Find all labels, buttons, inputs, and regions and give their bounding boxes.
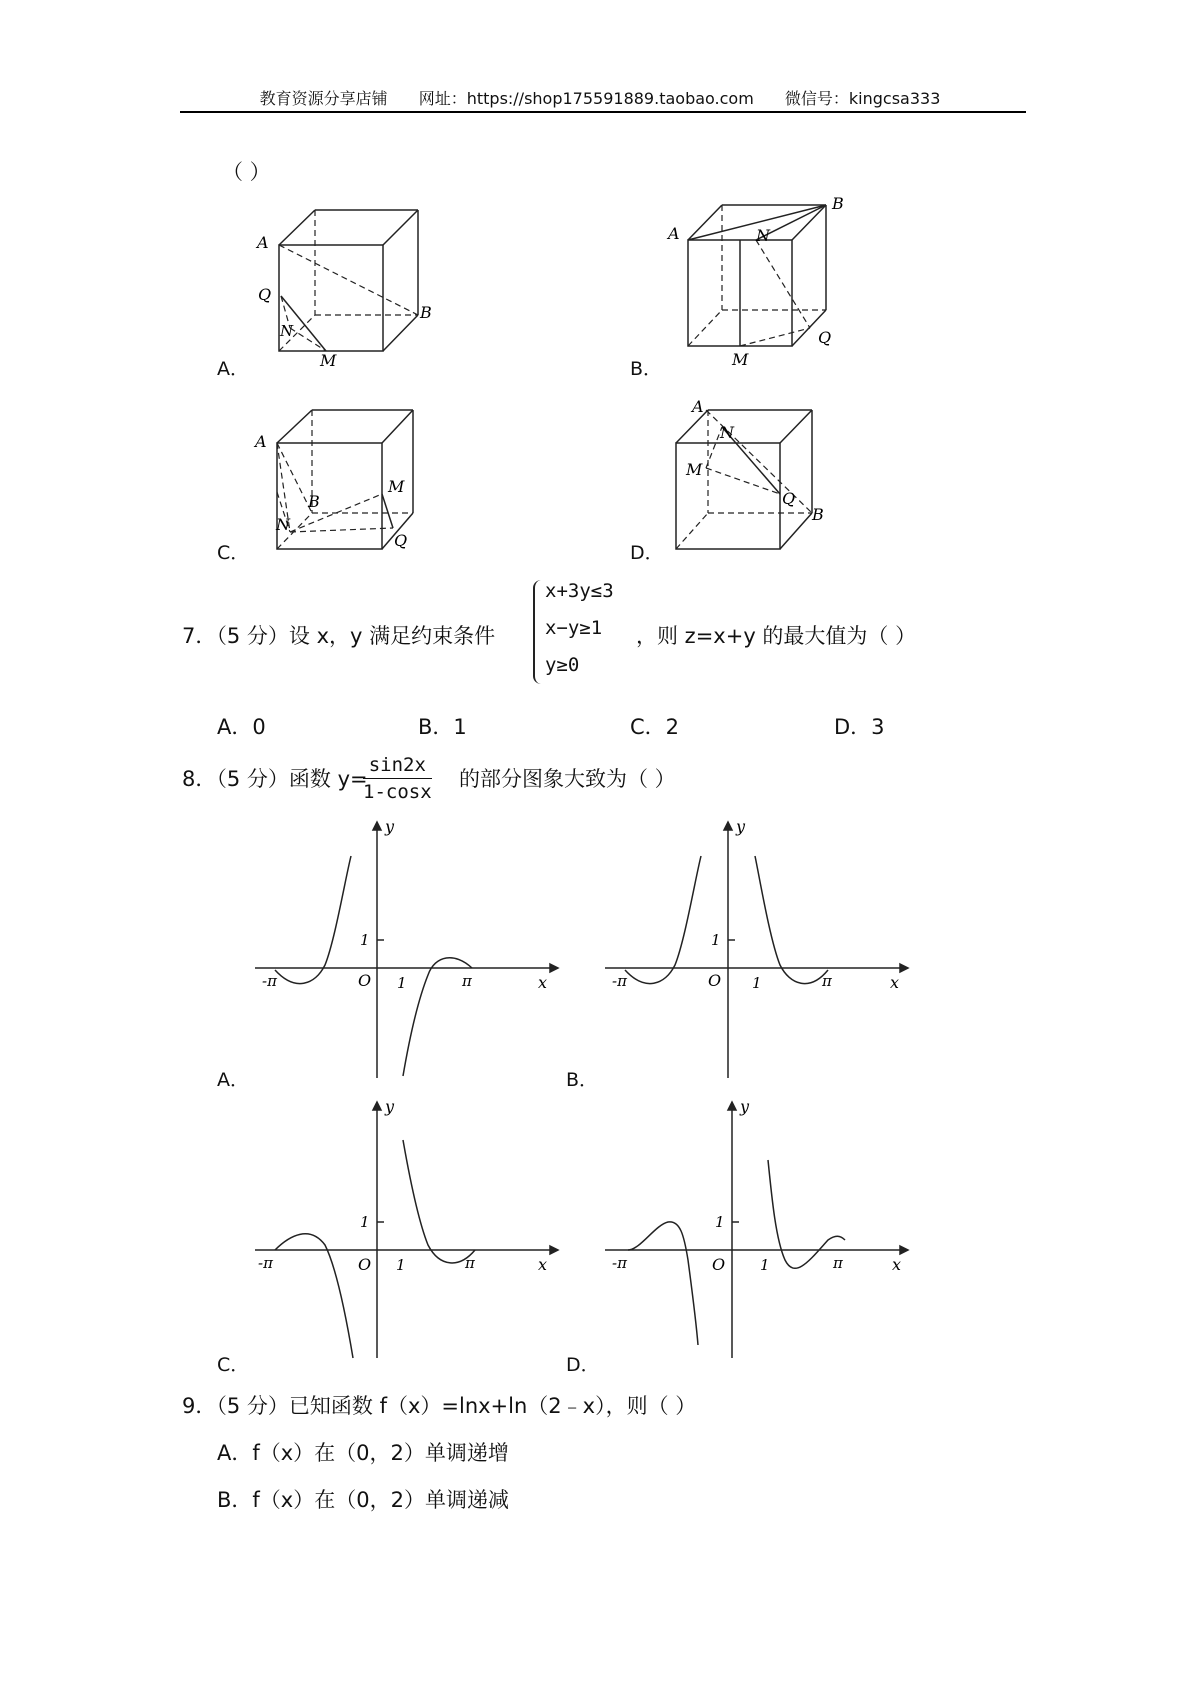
svg-text:-π: -π bbox=[612, 1254, 627, 1272]
constraint-system bbox=[533, 580, 633, 688]
svg-text:O: O bbox=[358, 971, 372, 990]
fraction-bar bbox=[363, 778, 432, 779]
q7-suffix: ，则 z=x+y 的最大值为（ ） bbox=[636, 624, 917, 648]
fraction-numerator: sin2x bbox=[368, 754, 426, 776]
svg-text:1: 1 bbox=[715, 1213, 725, 1231]
q8-option-d-label: D． bbox=[566, 1354, 600, 1376]
svg-text:-π: -π bbox=[262, 972, 277, 990]
svg-text:π: π bbox=[465, 1254, 475, 1272]
header-rule bbox=[180, 111, 1026, 113]
q9-option-a: A．f（x）在（0，2）单调递增 bbox=[217, 1441, 509, 1465]
svg-text:M: M bbox=[388, 477, 405, 496]
svg-text:B: B bbox=[812, 505, 824, 524]
svg-text:1: 1 bbox=[396, 1256, 406, 1274]
q7-option-a: A．0 bbox=[217, 715, 266, 739]
svg-text:y: y bbox=[740, 1100, 750, 1116]
svg-text:1: 1 bbox=[711, 931, 721, 949]
shop-name: 教育资源分享店铺 bbox=[259, 89, 388, 108]
svg-text:A: A bbox=[257, 233, 269, 252]
q6-option-c-label: C． bbox=[217, 542, 250, 564]
constraint-1: x+3y≤3 bbox=[545, 580, 614, 602]
svg-text:O: O bbox=[708, 971, 722, 990]
svg-text:y: y bbox=[385, 1100, 395, 1116]
q7-prefix: 7．（5 分）设 x，y 满足约束条件 bbox=[182, 624, 496, 648]
svg-text:M: M bbox=[732, 350, 749, 369]
q8-option-c-label: C． bbox=[217, 1354, 250, 1376]
q6-option-a-label: A． bbox=[217, 358, 249, 380]
q9-option-b: B．f（x）在（0，2）单调递减 bbox=[217, 1488, 509, 1512]
svg-text:x: x bbox=[538, 973, 548, 992]
svg-text:A: A bbox=[255, 432, 267, 451]
q6-answer-paren: （ ） bbox=[222, 160, 271, 184]
svg-text:B: B bbox=[420, 303, 432, 322]
svg-text:π: π bbox=[822, 972, 832, 990]
svg-text:N: N bbox=[276, 515, 290, 534]
graph-option-a bbox=[250, 820, 560, 1080]
svg-text:x: x bbox=[892, 1255, 902, 1274]
svg-text:B: B bbox=[308, 492, 320, 511]
cube-figure-d bbox=[660, 398, 860, 563]
svg-text:B: B bbox=[832, 195, 844, 213]
cube-figure-c bbox=[250, 400, 440, 565]
svg-text:1: 1 bbox=[760, 1256, 770, 1274]
page-header bbox=[0, 86, 1200, 109]
svg-text:N: N bbox=[756, 226, 770, 245]
svg-text:1: 1 bbox=[360, 1213, 370, 1231]
svg-text:y: y bbox=[385, 820, 395, 836]
svg-text:Q: Q bbox=[782, 489, 796, 508]
svg-text:O: O bbox=[358, 1255, 372, 1274]
wechat-id: 微信号：kingcsa333 bbox=[784, 89, 941, 108]
svg-text:M: M bbox=[686, 460, 703, 479]
graph-option-b bbox=[600, 820, 910, 1080]
svg-text:Q: Q bbox=[394, 531, 408, 550]
function-fraction bbox=[363, 754, 432, 803]
fraction-denominator: 1-cosx bbox=[363, 781, 432, 803]
svg-text:A: A bbox=[668, 224, 680, 243]
svg-text:Q: Q bbox=[818, 328, 832, 347]
cube-figure-a bbox=[250, 200, 440, 370]
svg-text:y: y bbox=[736, 820, 746, 836]
brace-icon bbox=[533, 580, 545, 684]
cube-figure-b bbox=[660, 195, 860, 370]
svg-text:-π: -π bbox=[258, 1254, 273, 1272]
q7-option-d: D．3 bbox=[834, 715, 885, 739]
graph-option-d bbox=[600, 1100, 910, 1360]
q7-option-c: C．2 bbox=[630, 715, 680, 739]
graph-option-c bbox=[250, 1100, 560, 1360]
svg-text:1: 1 bbox=[397, 974, 407, 992]
svg-text:π: π bbox=[462, 972, 472, 990]
q6-option-d-label: D． bbox=[630, 542, 664, 564]
svg-text:O: O bbox=[712, 1255, 726, 1274]
q9-stem: 9．（5 分）已知函数 f（x）=lnx+ln（2﹣x），则（ ） bbox=[182, 1394, 697, 1418]
svg-text:-π: -π bbox=[612, 972, 627, 990]
q8-prefix: 8．（5 分）函数 y= bbox=[182, 767, 368, 791]
svg-text:A: A bbox=[692, 398, 704, 416]
shop-url[interactable]: 网址：https://shop175591889.taobao.com bbox=[418, 89, 754, 108]
q7-option-b: B．1 bbox=[418, 715, 467, 739]
q6-option-b-label: B． bbox=[630, 358, 663, 380]
svg-text:1: 1 bbox=[752, 974, 762, 992]
q8-option-a-label: A． bbox=[217, 1069, 249, 1091]
svg-text:N: N bbox=[280, 322, 294, 340]
svg-text:M: M bbox=[320, 351, 337, 370]
svg-text:π: π bbox=[833, 1254, 843, 1272]
svg-text:x: x bbox=[890, 973, 900, 992]
q8-option-b-label: B． bbox=[566, 1069, 599, 1091]
svg-text:x: x bbox=[538, 1255, 548, 1274]
constraint-2: x−y≥1 bbox=[545, 617, 603, 639]
svg-text:N: N bbox=[720, 423, 734, 442]
svg-text:Q: Q bbox=[258, 285, 272, 304]
svg-text:1: 1 bbox=[360, 931, 370, 949]
q8-suffix: 的部分图象大致为（ ） bbox=[459, 767, 676, 791]
constraint-3: y≥0 bbox=[545, 654, 580, 676]
